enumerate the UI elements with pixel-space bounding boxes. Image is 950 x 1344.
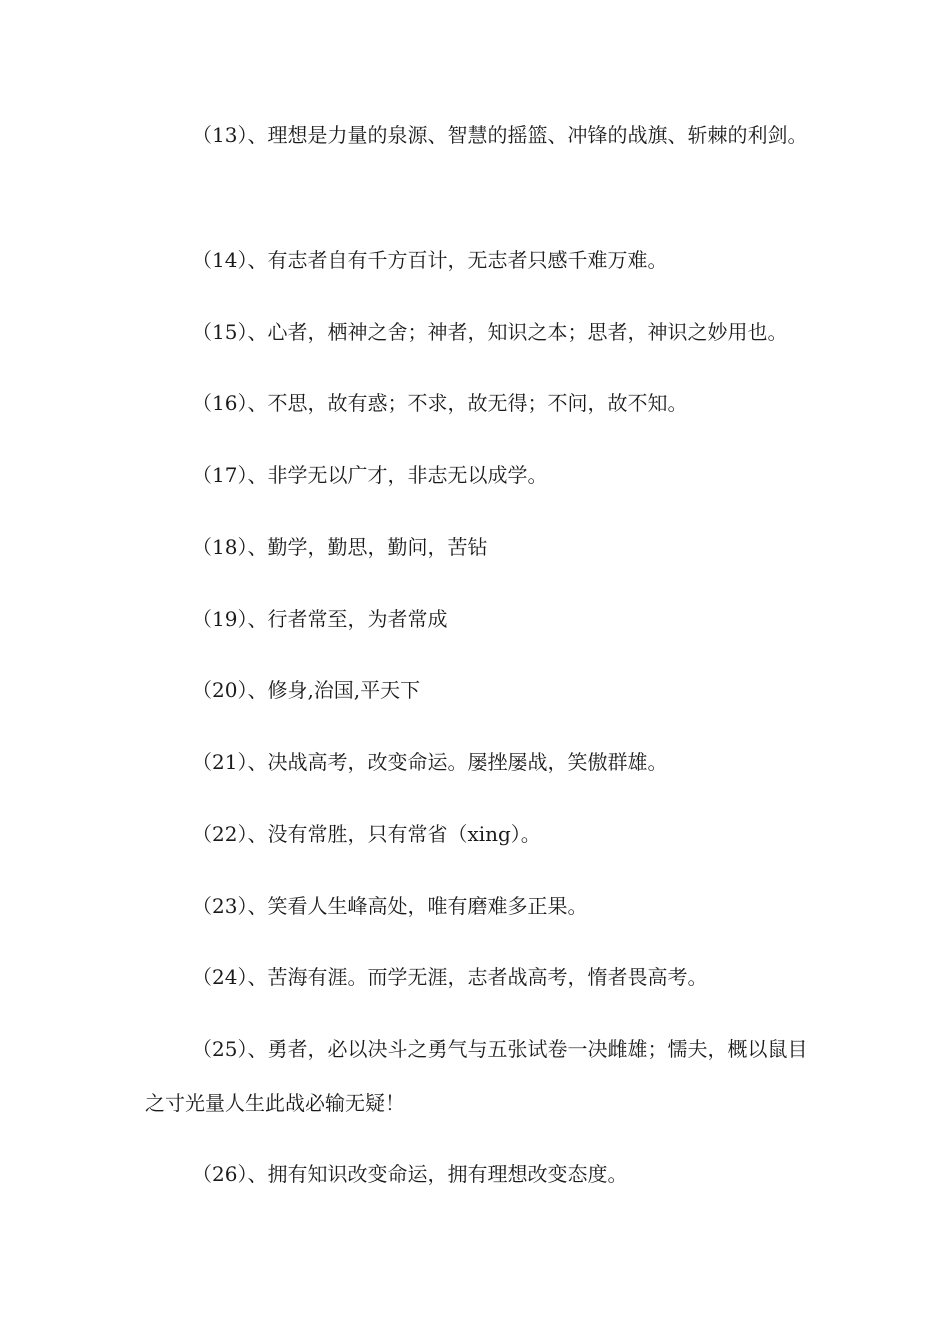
quote-18: （18）、勤学，勤思，勤问，苦钻 bbox=[192, 535, 488, 559]
quote-16: （16）、不思，故有惑；不求，故无得；不问，故不知。 bbox=[192, 391, 688, 415]
quote-14: （14）、有志者自有千方百计，无志者只感千难万难。 bbox=[192, 248, 668, 272]
quote-23: （23）、笑看人生峰高处，唯有磨难多正果。 bbox=[192, 894, 588, 918]
quote-17: （17）、非学无以广才，非志无以成学。 bbox=[192, 463, 548, 487]
quote-24: （24）、苦海有涯。而学无涯，志者战高考，惰者畏高考。 bbox=[192, 965, 708, 989]
quote-26: （26）、拥有知识改变命运，拥有理想改变态度。 bbox=[192, 1162, 628, 1186]
quote-22: （22）、没有常胜，只有常省（xing）。 bbox=[192, 822, 541, 846]
quote-20: （20）、修身,治国,平天下 bbox=[192, 678, 421, 702]
quote-25: （25）、勇者，必以决斗之勇气与五张试卷一决雌雄；懦夫，概以鼠目之寸光量人生此战必输无疑！ bbox=[145, 1037, 808, 1115]
quote-19: （19）、行者常至，为者常成 bbox=[192, 607, 448, 631]
quote-21: （21）、决战高考，改变命运。屡挫屡战，笑傲群雄。 bbox=[192, 750, 668, 774]
quote-15: （15）、心者，栖神之舍；神者，知识之本；思者，神识之妙用也。 bbox=[192, 320, 788, 344]
quote-13: （13）、理想是力量的泉源、智慧的摇篮、冲锋的战旗、斩棘的利剑。 bbox=[192, 123, 808, 147]
